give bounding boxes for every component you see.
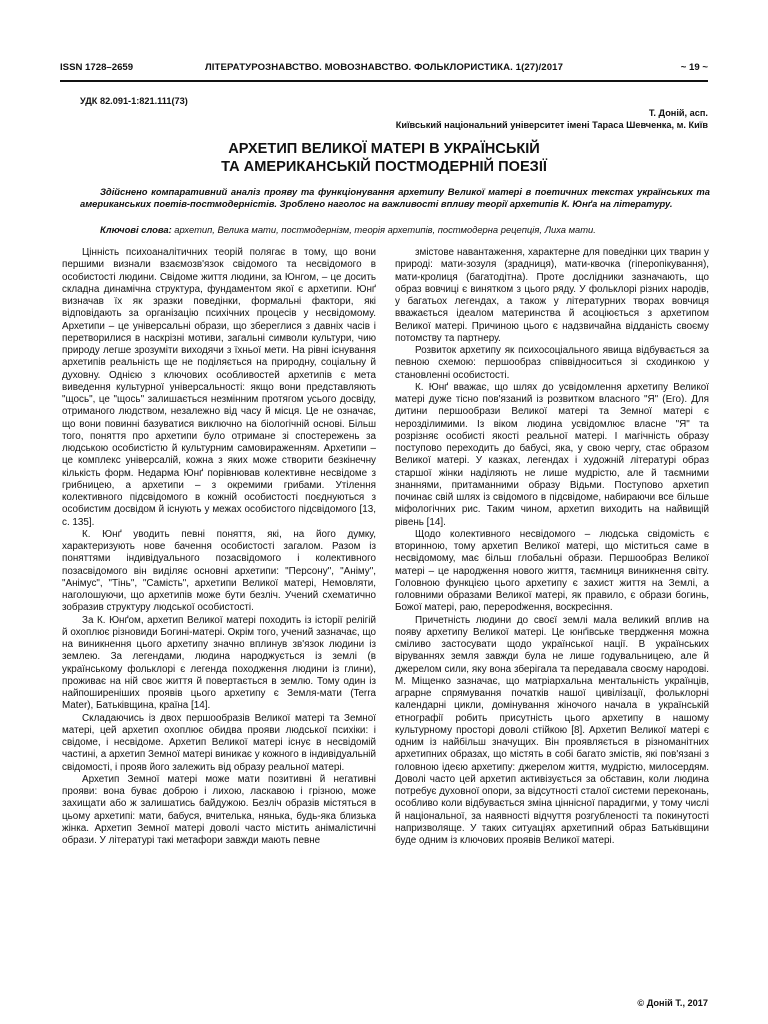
paragraph: За К. Юнґом, архетип Великої матері походить із історії релігій й охоплює різновиди Богині-матері. Окрім того, учений зазначає, що на виникнення цього архетипу значно вплинув зв'язок людини із землею. За легендами, людина народжується із землі (в українському фольклорі є легенда походження людини із глини), проживає на ній своє життя й повертається в землю. Тому один із найпоширеніших проявів цього архетипу є Земля-мати (Terra Mater), Батьківщина, країна [14]. [62,614,376,712]
keywords [80,224,710,236]
body-column-left [62,247,376,995]
paragraph: К. Юнґ уводить певні поняття, які, на його думку, характеризують нове бачення особистості загалом. Разом із поняттями індивідуального позасвідомого і колективного позасвідомого він виділяє основні архетипи: "Персону", "Аніму", "Анімус", "Тінь", "Самість", архетипи Великої матері, Немовляти, наголошуючи, що архетипів може бути безліч. Учений схематично зобразив структуру людської особистості. [62,528,376,614]
paragraph: Складаючись із двох першообразів Великої матері та Земної матері, цей архетип охоплює обидва прояви людської психіки: і свідоме, і несвідоме. Архетип Великої матері існує в несвідомій частині, а архетип Земної матері виникає у кожного в індивідуальній свідомості, і прояв його залежить від образу реальної матері. [62,712,376,773]
journal-title: ЛІТЕРАТУРОЗНАВСТВО. МОВОЗНАВСТВО. ФОЛЬКЛОРИСТИКА. 1(27)/2017 [204,62,564,73]
paragraph: Архетип Земної матері може мати позитивні й негативні прояви: вона буває доброю і лихою, ласкавою і грізною, може захищати або ж залишатись байдужою. Безліч образів містяться в цьому архетипі: мати, бабуся, вчителька, нянька, будь-яка близька жінка. Архетип Земної матері доволі часто містить анімалістичні образи. У літературі такі метафори завжди мають певне [62,773,376,846]
issn-label: ISSN 1728–2659 [60,62,134,73]
paragraph: К. Юнґ вважає, що шлях до усвідомлення архетипу Великої матері дуже тісно пов'язаний із розвитком власного "Я" (Его). Для дитини першообрази Великої матері та Земної матері є нерозділимими. Із віком людина усвідомлює власне "Я" та розрізняє особисті якості реальної матері. І магічність образу поступово переходить до бабусі, яка, у свою чергу, стає образом Великої матері. У казках, легендах і художній літературі образ старшої жінки наділяють не лише мудрістю, але й таємними знаннями, притаманними образу Відьми. Поступово архетип починає свій шлях із свідомого в підсвідоме, набираючи все більше міфологічних рис. Таким чином, архетип виходить на найвищій рівень [14]. [395,381,709,528]
paragraph: Причетність людини до своєї землі мала великий вплив на появу архетипу Великої матері. Це юнґівське твердження можна сміливо застосувати щодо української нації. В українських віруваннях земля завжди була не лише годувальницею, але й джерелом сили, яку вона зберігала та передавала своєму народові. М. Міщенко зазначає, що матріархальна ментальність українців, аграрне спрямування початків нашої цивілізації, фольклорні календарні цикли, домінування жіночого начала в українській етнографії робить присутність цього архетипу в нашому культурному просторі доволі стійкою [8]. Архетип Великої матері є одним із найбільш значущих. Він проявляється в різноманітних архетипних образах, що містять в собі багато змістів, які пов'язані з головною ідеєю архетипу: джерелом життя, мудрістю, милосердям. Доволі часто цей архетип активізується за обставин, коли людина потребує духовної опори, за відсутності сталої системи переконань, особливо коли відбувається зміна ціннісної парадигми, у тому числі й національної, за наявності відчуття розгубленості та покинутості напризволяще. У таких ситуаціях архетипний образ Батьківщини буде одним із ключових проявів Великої матері. [395,614,709,846]
keywords-text: архетип, Велика мати, постмодернізм, теорія архетипів, постмодерна рецепція, Лиха мати. [171,224,596,235]
author-name: Т. Доній, асп. [648,108,708,118]
udc-code: УДК 82.091-1:821.111(73) [80,96,188,106]
header-divider [60,80,708,82]
paragraph: Розвиток архетипу як психосоціального явища відбувається за певною схемою: першообраз співвідноситься зі сходинкою у становленні особистості. [395,345,709,381]
article-title-line-2: ТА АМЕРИКАНСЬКІЙ ПОСТМОДЕРНІЙ ПОЕЗІЇ [221,159,547,175]
article-title-line-1: АРХЕТИП ВЕЛИКОЇ МАТЕРІ В УКРАЇНСЬКІЙ [228,141,540,157]
author-affiliation: Київський національний університет імені Тараса Шевченка, м. Київ [395,120,708,130]
abstract: Здійснено компаративний аналіз прояву та функціонування архетипу Великої матері в поетичних текстах українських та американських поетів-постмодерністів. Зроблено наголос на важливості впливу теорії архетипів К. Юнґа на літературу. [80,186,710,210]
keywords-label: Ключові слова: [100,224,172,235]
paragraph: змістове навантаження, характерне для поведінки цих тварин у природі: мати-зозуля (зрадниця), мати-квочка (гіперопікування), мати-кролиця (багатодітна). Проте дослідники зазначають, що образ вовчиці є винятком з цього ряду. У фольклорі різних народів, у багатьох легендах, а також у літературних творах вовчиця вважається ідеалом материнства й асоціюється з архетипом Великої матері. Причиною цього є надзвичайна відданість своєму потомству та партнеру. [395,247,709,344]
body-column-right [395,247,709,995]
paragraph: Цінність психоаналітичних теорій полягає в тому, що вони першими визнали взаємозв'язок свідомого та несвідомого в особистості людини. Свідоме життя людини, за Юнгом, – це досить складна динамічна структура, фундаментом якої є архетипи. Юнґ визначав їх як зразки поведінки, формальні фактори, які відповідають за організацію психічних процесів у несвідомому. Архетипи – це універсальні образи, що збереглися з давніх часів і перетворилися в наскрізні мотиви, загальні символи культури, чию природу легше зрозуміти виходячи з їхньої мети. На рівні існування архетипів реальність ще не поділяється на природну, соціальну й духовну. Однією з ключових особливостей архетипів є мета виведення культурної універсальності: якщо вони представляють "щось", це "щось" залишається незмінним протягом усього досвіду, отриманого людством, незалежно від часу й місця. Це не означає, що вони повинні базуватися виключно на біологічній основі. Більш того, поняття про архетипи було отримане зі спостережень за людською особистістю й культурним самовираженням. Архетипи – це комплекс універсалій, кожна з яких може створити безкінечну кількість форм. Недарма Юнґ порівнював колективне несвідоме з грибницею, а архетипи – з окремими грибами. Утілення колективного підсвідомого в кожній особистості поєднуються з особистим досвідом й існують у межах особистого підсвідомого [13, с. 135]. [62,247,376,528]
copyright-notice: © Доній Т., 2017 [637,998,708,1008]
page-number: ~ 19 ~ [680,62,708,73]
article-title [60,140,708,176]
paragraph: Щодо колективного несвідомого – людська свідомість є вторинною, тому архетип Великої матері, що міститься саме в несвідомому, має більш глобальні образи. Першообраз Великої матері – це народження нового життя, таємниця виникнення світу. Головною функцією цього архетипу є захист життя на Землі, а головними образами Великої матері, як правило, є образи богинь, Божої матері, раю, перерodження, воскресіння. [395,528,709,614]
